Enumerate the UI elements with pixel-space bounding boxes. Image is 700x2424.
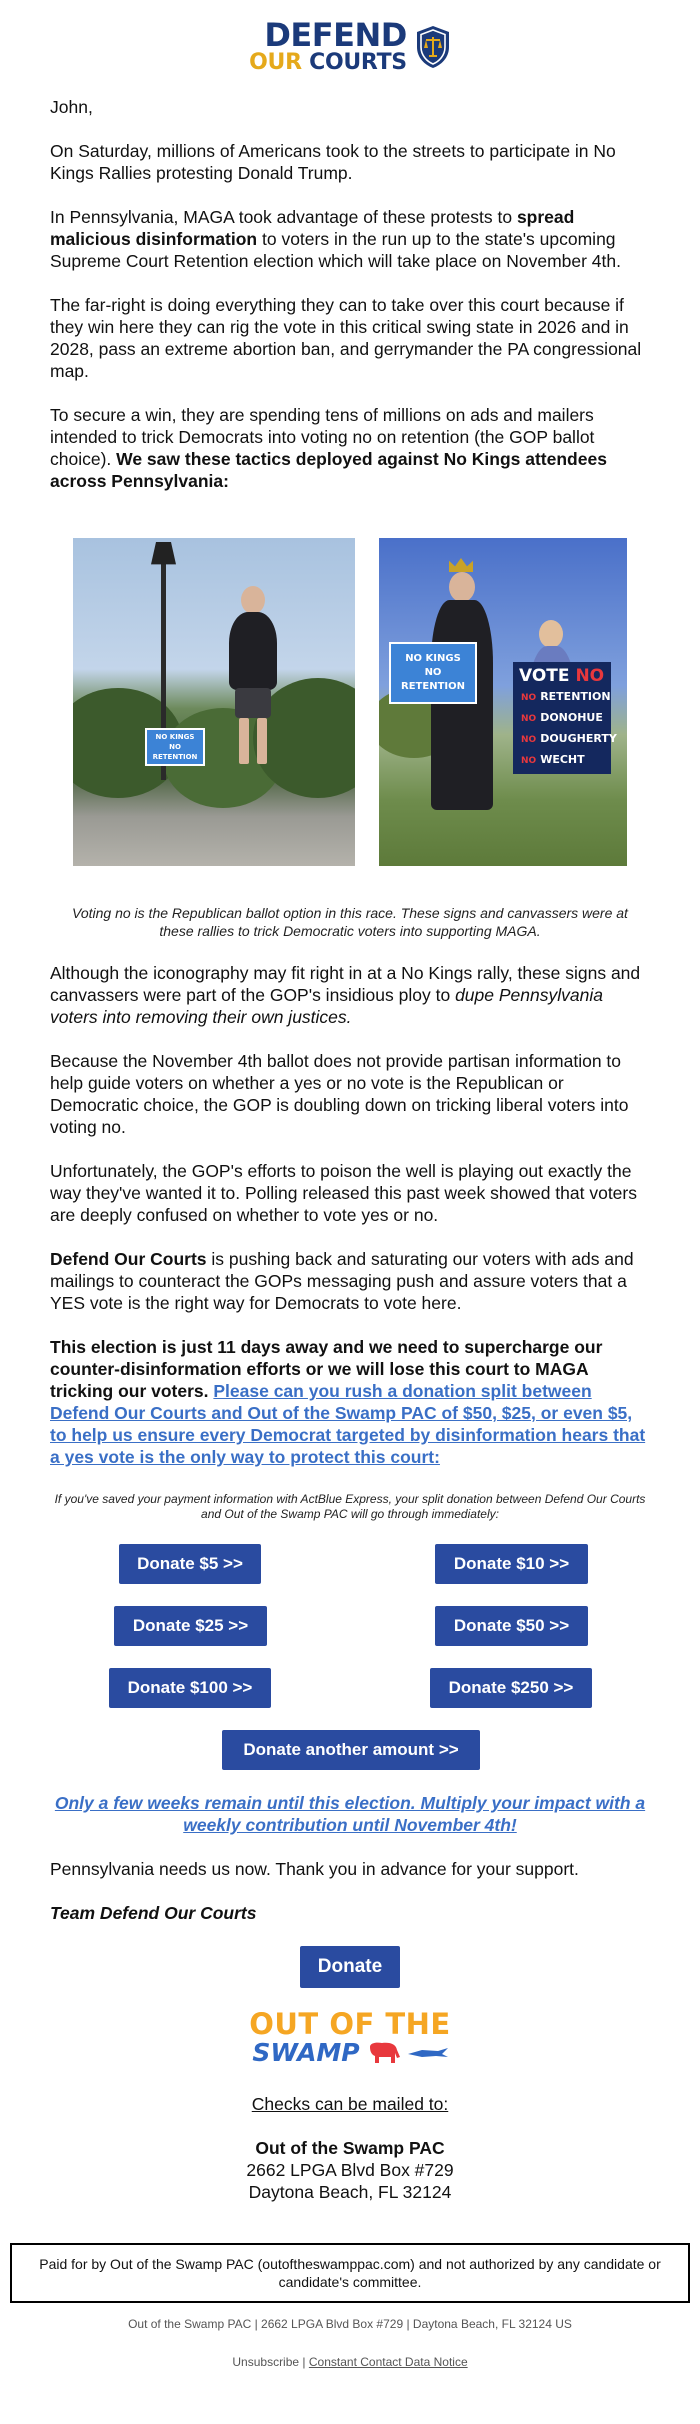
paragraph-2: In Pennsylvania, MAGA took advantage of these protests to spread malicious disinformation to voters in the run up to the state's upcoming Supreme Court Retention election which will take place on November 4th. xyxy=(50,207,621,271)
photo-caption: Voting no is the Republican ballot option in this race. These signs and canvassers were at these rallies to trick Democratic voters into supporting MAGA. xyxy=(72,905,628,939)
right-photo-blue-sign: NO KINGS NO RETENTION xyxy=(389,642,477,704)
right-photo-vote-no-sign: VOTE NO NO RETENTION NO DONOHUE NO DOUGHERTY NO WECHT xyxy=(513,662,611,774)
paragraph-6: Because the November 4th ballot does not provide partisan information to help guide voters on whether a yes or no vote is the Republican or Democratic choice, the GOP is doubling down on tricking liberal voters into voting no. xyxy=(50,1051,629,1137)
canvasser-figure xyxy=(229,612,277,690)
signoff: Team Defend Our Courts xyxy=(50,1903,257,1923)
unsubscribe-link[interactable]: Unsubscribe xyxy=(232,2355,300,2369)
out-of-the-swamp-logo[interactable] xyxy=(50,2007,650,2067)
donate-5-button[interactable]: Donate $5 >> xyxy=(119,1544,261,1584)
rally-photos xyxy=(50,538,650,866)
donate-25-button[interactable]: Donate $25 >> xyxy=(114,1606,267,1646)
photo-canvasser-king-costume xyxy=(379,538,627,866)
donate-50-button[interactable]: Donate $50 >> xyxy=(435,1606,588,1646)
donate-button-grid xyxy=(50,1544,650,1808)
swamp-logo-line-1: OUT OF THE xyxy=(249,2007,451,2041)
paragraph-1: On Saturday, millions of Americans took to the streets to participate in No Kings Rallies protesting Donald Trump. xyxy=(50,141,616,183)
closing-line: Pennsylvania needs us now. Thank you in advance for your support. xyxy=(50,1859,579,1879)
footer-address: Out of the Swamp PAC | 2662 LPGA Blvd Box #729 | Daytona Beach, FL 32124 US xyxy=(128,2317,572,2331)
donate-button[interactable]: Donate xyxy=(300,1946,400,1988)
logo-line-1: DEFEND xyxy=(264,15,407,54)
swamp-logo-line-2: SWAMP xyxy=(252,2038,360,2067)
email-body xyxy=(0,96,700,2203)
address-line-1: 2662 LPGA Blvd Box #729 xyxy=(246,2160,454,2180)
donate-other-amount-button[interactable]: Donate another amount >> xyxy=(222,1730,480,1770)
paragraph-3: The far-right is doing everything they can to take over this court because if they win here they can rig the vote in this critical swing state in 2026 and in 2028, pass an extreme abortion ban, and gerrymander the PA congressional map. xyxy=(50,295,642,381)
donate-100-button[interactable]: Donate $100 >> xyxy=(109,1668,271,1708)
alligator-icon xyxy=(408,2046,448,2060)
paragraph-5: Although the iconography may fit right in at a No Kings rally, these signs and canvassers were part of the GOP's insidious ploy to dupe Pennsylvania voters into removing their own justices. xyxy=(50,963,641,1027)
logo-our: OUR xyxy=(249,49,302,75)
donation-ask-link[interactable]: Please can you rush a donation split between Defend Our Courts and Out of the Swamp PAC of $50, $25, or even $5, to help us ensure every Democrat targeted by disinformation hears that a yes vote is the only way to protect this court: xyxy=(50,1381,646,1467)
email-footer xyxy=(0,2317,700,2369)
paid-for-disclaimer: Paid for by Out of the Swamp PAC (outoftheswamppac.com) and not authorized by any candidate or candidate's committee. xyxy=(10,2243,690,2303)
donate-250-button[interactable]: Donate $250 >> xyxy=(430,1668,592,1708)
left-photo-sign: NO KINGS NO RETENTION xyxy=(145,728,205,766)
greeting: John, xyxy=(50,97,93,117)
paragraph-8: Defend Our Courts is pushing back and saturating our voters with ads and mailings to counteract the GOPs messaging push and assure voters that a YES vote is the right way for Democrats to vote here. xyxy=(50,1249,634,1313)
paragraph-4: To secure a win, they are spending tens of millions on ads and mailers intended to trick Democrats into voting no on retention (the GOP ballot choice). We saw these tactics deployed against No Kings attendees across Pennsylvania: xyxy=(50,405,607,491)
donate-10-button[interactable]: Donate $10 >> xyxy=(435,1544,588,1584)
crown-icon xyxy=(449,558,473,572)
paragraph-9: This election is just 11 days away and we need to supercharge our counter-disinformation efforts or we will lose this court to MAGA tricking our voters. Please can you rush a donation split between Defend Our Courts and Out of the Swamp PAC of $50, $25, or even $5, to help us ensure every Democrat targeted by disinformation hears that a yes vote is the only way to protect this court: xyxy=(50,1337,646,1467)
constant-contact-notice-link[interactable]: Constant Contact Data Notice xyxy=(308,2355,468,2369)
paragraph-7: Unfortunately, the GOP's efforts to poison the well is playing out exactly the way they've wanted it to. Polling released this past week showed that voters are deeply confused on whether to vote yes or no. xyxy=(50,1161,637,1225)
defend-our-courts-logo[interactable] xyxy=(0,0,700,86)
logo-courts: COURTS xyxy=(309,49,407,75)
address-line-2: Daytona Beach, FL 32124 xyxy=(248,2182,452,2202)
address-name: Out of the Swamp PAC xyxy=(255,2138,445,2158)
weekly-contribution-link[interactable]: Only a few weeks remain until this election. Multiply your impact with a weekly contribution until November 4th! xyxy=(54,1793,646,1835)
shield-scales-icon xyxy=(415,25,451,69)
actblue-note: If you've saved your payment information with ActBlue Express, your split donation between Defend Our Courts and Out of the Swamp PAC will go through immediately: xyxy=(54,1492,646,1521)
footer-separator: | xyxy=(299,2355,309,2369)
photo-canvasser-with-sign xyxy=(73,538,355,866)
mailing-address xyxy=(50,2137,650,2203)
robed-figure xyxy=(431,600,493,810)
mail-checks-heading: Checks can be mailed to: xyxy=(251,2094,449,2114)
elephant-icon xyxy=(366,2041,402,2065)
